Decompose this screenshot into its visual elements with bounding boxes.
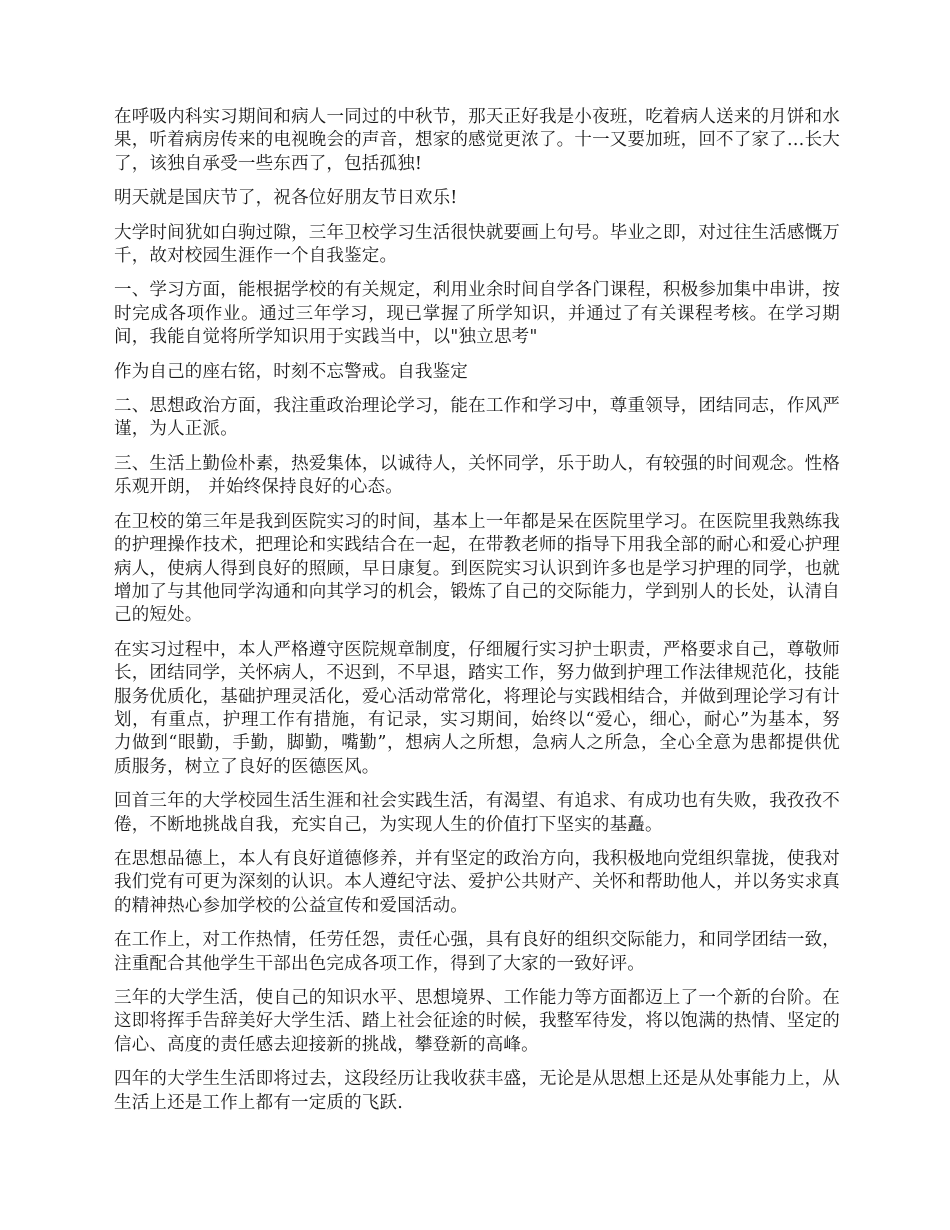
paragraph: 二、思想政治方面，我注重政治理论学习，能在工作和学习中，尊重领导，团结同志，作风严谨，为人正派。 [114,396,840,440]
paragraph: 一、学习方面，能根据学校的有关规定，利用业余时间自学各门课程，积极参加集中串讲，按时完成各项作业。通过三年学习，现已掌握了所学知识，并通过了有关课程考核。在学习期间，我能自觉将所学知识用于实践当中，以"独立思考" [114,280,840,348]
document-body [114,106,840,1126]
paragraph: 回首三年的大学校园生活生涯和社会实践生活，有渴望、有追求、有成功也有失败，我孜孜不倦，不断地挑战自我，充实自己，为实现人生的价值打下坚实的基矗。 [114,791,840,835]
paragraph: 在思想品德上，本人有良好道德修养，并有坚定的政治方向，我积极地向党组织靠拢，使我对我们党有可更为深刻的认识。本人遵纪守法、爱护公共财产、关怀和帮助他人，并以务实求真的精神热心参加学校的公益宣传和爱国活动。 [114,848,840,916]
paragraph: 四年的大学生生活即将过去，这段经历让我收获丰盛，无论是从思想上还是从处事能力上，从生活上还是工作上都有一定质的飞跃. [114,1069,840,1113]
paragraph: 在卫校的第三年是我到医院实习的时间，基本上一年都是呆在医院里学习。在医院里我熟练我的护理操作技术，把理论和实践结合在一起，在带教老师的指导下用我全部的耐心和爱心护理病人，使病人得到良好的照顾，早日康复。到医院实习认识到许多也是学习护理的同学，也就增加了与其他同学沟通和向其学习的机会，锻炼了自己的交际能力，学到别人的长处，认清自己的短处。 [114,511,840,626]
paragraph: 三年的大学生活，使自己的知识水平、思想境界、工作能力等方面都迈上了一个新的台阶。在这即将挥手告辞美好大学生活、踏上社会征途的时候，我整军待发，将以饱满的热情、坚定的信心、高度的责任感去迎接新的挑战，攀登新的高峰。 [114,988,840,1055]
paragraph: 在工作上，对工作热情，任劳任怨，责任心强，具有良好的组织交际能力，和同学团结一致，注重配合其他学生干部出色完成各项工作，得到了大家的一致好评。 [114,930,840,974]
paragraph: 在呼吸内科实习期间和病人一同过的中秋节，那天正好我是小夜班，吃着病人送来的月饼和水果，听着病房传来的电视晚会的声音，想家的感觉更浓了。十一又要加班，回不了家了…长大了，该独自承受一些东西了，包括孤独! [114,107,840,174]
paragraph: 大学时间犹如白驹过隙，三年卫校学习生活很快就要画上句号。毕业之即，对过往生活感慨万千，故对校园生涯作一个自我鉴定。 [114,222,840,267]
paragraph: 三、生活上勤俭朴素，热爱集体，以诚待人，关怀同学，乐于助人，有较强的时间观念。性格乐观开朗， 并始终保持良好的心态。 [114,453,840,498]
paragraph: 在实习过程中，本人严格遵守医院规章制度，仔细履行实习护士职责，严格要求自己，尊敬师长，团结同学，关怀病人，不迟到，不早退，踏实工作，努力做到护理工作法律规范化，技能服务优质化，基础护理灵活化，爱心活动常常化，将理论与实践相结合，并做到理论学习有计划，有重点，护理工作有措施，有记录，实习期间，始终以“爱心，细心，耐心”为基本，努力做到“眼勤，手勤，脚勤，嘴勤”，想病人之所想，急病人之所急，全心全意为患都提供优质服务，树立了良好的医德医风。 [114,639,840,777]
paragraph: 作为自己的座右铭，时刻不忘警戒。自我鉴定 [114,361,468,382]
paragraph: 明天就是国庆节了，祝各位好朋友节日欢乐! [114,188,458,209]
